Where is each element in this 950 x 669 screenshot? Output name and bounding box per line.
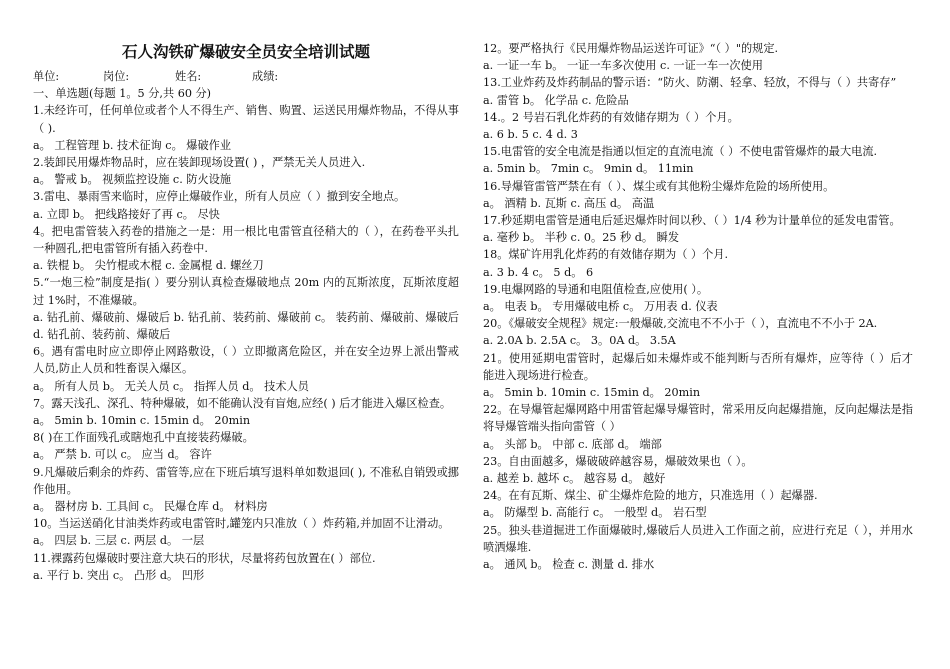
question-line: a. 6 b. 5 c. 4 d. 3: [483, 128, 578, 142]
unit-label: 单位:: [33, 70, 60, 83]
question-line: a. 钻孔前、爆破前、爆破后 b. 钻孔前、装药前、爆破前 c。 装药前、爆破前、爆破后 d. 钻孔前、装药前、爆破后: [33, 310, 459, 342]
question-line: a。 5min b. 10min c. 15min d。 20min: [33, 414, 251, 428]
question-line: 11.裸露药包爆破时要注意大块石的形状，尽量将药包放置在( ）部位.: [33, 551, 376, 565]
question-line: a. 3 b. 4 c。 5 d。 6: [483, 265, 594, 279]
question-line: 10。当运送硝化甘油类炸药或电雷管时,罐笼内只准放（ ）炸药箱,并加固不让滑动。: [33, 517, 450, 531]
exam-title: 石人沟铁矿爆破安全员安全培训试题: [121, 43, 370, 61]
question-line: a。 酒精 b. 瓦斯 c. 高压 d。 高温: [483, 196, 655, 210]
question-line: a. 立即 b。 把线路接好了再 c。 尽快: [33, 207, 220, 221]
question-line: 14.。2 号岩石乳化炸药的有效储存期为（ ）个月。: [483, 110, 739, 124]
question-line: a. 平行 b. 突出 c。 凸形 d。 凹形: [33, 568, 205, 582]
question-line: a. 铁棍 b。 尖竹棍或木棍 c. 金属棍 d. 螺丝刀: [33, 259, 264, 273]
question-line: a. 毫秒 b。 半秒 c. 0。25 秒 d。 瞬发: [483, 231, 680, 245]
question-line: 9.凡爆破后剩余的炸药、雷管等,应在下班后填写退料单如数退回( ), 不准私自销毁或挪作他用。: [33, 465, 459, 496]
question-line: a。 所有人员 b。 无关人员 c。 指挥人员 d。 技术人员: [33, 379, 309, 393]
question-line: 23。自由面越多，爆破破碎越容易，爆破效果也（ ）。: [483, 454, 753, 468]
question-line: a。 警戒 b。 视频监控设施 c. 防火设施: [33, 173, 232, 187]
question-line: a. 5min b。 7min c。 9min d。 11min: [483, 162, 694, 176]
left-column: [33, 38, 459, 584]
question-line: 1.未经许可，任何单位或者个人不得生产、销售、购置、运送民用爆炸物品，不得从事（ ).: [33, 104, 459, 135]
question-line: 3.雷电、暴雨雪来临时，应停止爆破作业，所有人员应（ ）撤到安全地点。: [33, 190, 406, 204]
question-line: 19.电爆网路的导通和电阻值检查,应使用( ）。: [483, 282, 709, 296]
question-line: a。 5min b. 10min c. 15min d。 20min: [483, 386, 701, 400]
question-line: a。 器材房 b. 工具间 c。 民爆仓库 d。 材料房: [33, 500, 268, 514]
question-line: a。 四层 b. 三层 c. 两层 d。 一层: [33, 534, 205, 548]
left-questions: [33, 102, 459, 584]
question-line: 6。遇有雷电时应立即停止网路敷设，（ ）立即撤离危险区，并在安全边界上派出警戒人员,防止人员和牲畜误入爆区。: [33, 345, 459, 376]
question-line: a. 2.0A b. 2.5A c。 3。0A d。 3.5A: [483, 334, 676, 348]
question-line: a. 雷管 b。 化学品 c. 危险品: [483, 93, 629, 107]
question-line: a。 防爆型 b. 高能行 c。 一般型 d。 岩石型: [483, 506, 707, 520]
question-line: a。 工程管理 b. 技术征询 c。 爆破作业: [33, 138, 232, 152]
right-questions: [483, 40, 913, 573]
question-line: 2.装卸民用爆炸物品时，应在装卸现场设置( ) ，严禁无关人员进入.: [33, 156, 366, 170]
question-line: a。 严禁 b. 可以 c。 应当 d。 容许: [33, 448, 212, 462]
right-column: [483, 40, 913, 573]
post-label: 岗位:: [103, 70, 130, 83]
score-label: 成绩:: [252, 70, 279, 83]
question-line: 8( )在工作面残孔或瞎炮孔中直接装药爆破。: [33, 431, 254, 445]
question-line: 12。要严格执行《民用爆炸物品运送许可证》“（ ）"的规定.: [483, 42, 779, 55]
question-line: 16.导爆管雷管严禁在有（ ）、煤尘或有其他粉尘爆炸危险的场所使用。: [483, 179, 835, 193]
question-line: 22。在导爆管起爆网路中用雷管起爆导爆管时，常采用反向起爆措施，反向起爆法是指将导爆管端头指向雷管（ ）: [483, 403, 913, 434]
question-line: 24。在有瓦斯、煤尘、矿尘爆炸危险的地方，只准选用（ ）起爆器.: [483, 489, 818, 503]
question-line: a. 一证一车 b。 一证一车多次使用 c. 一证一车一次使用: [483, 59, 763, 73]
question-line: a。 通风 b。 检查 c. 测量 d. 排水: [483, 558, 655, 572]
info-row: [33, 68, 459, 85]
question-line: 17.秒延期电雷管是通电后延迟爆炸时间以秒、（ ）1/4 秒为计量单位的延发电雷管。: [483, 214, 901, 228]
name-label: 姓名:: [175, 70, 202, 83]
question-line: 25。独头巷道掘进工作面爆破时,爆破后人员进入工作面之前，应进行充足（ ），并用水喷洒爆堆.: [483, 523, 913, 554]
section-heading: 一、单选题(每题 1。5 分,共 60 分): [33, 87, 212, 101]
question-line: a. 越差 b. 越坏 c。 越容易 d。 越好: [483, 472, 666, 486]
question-line: 20。《爆破安全规程》规定:一般爆破,交流电不不小于（ ），直流电不不小于 2A.: [483, 317, 878, 331]
question-line: 15.电雷管的安全电流是指通以恒定的直流电流（ ）不使电雷管爆炸的最大电流.: [483, 145, 878, 159]
question-line: 4。把电雷管装入药卷的措施之一是：用一根比电雷管直径稍大的（ ），在药卷平头扎一种圆孔,把电雷管所有插入药卷中.: [33, 224, 459, 256]
question-line: 18。煤矿许用乳化炸药的有效储存期为（ ）个月.: [483, 248, 729, 262]
question-line: 5.“一炮三检”制度是指( ）要分别认真检查爆破地点 20m 内的瓦斯浓度，瓦斯浓度超过 1%时，不准爆破。: [33, 276, 459, 307]
question-line: a。 头部 b。 中部 c. 底部 d。 端部: [483, 437, 662, 451]
question-line: 21。使用延期电雷管时，起爆后如未爆炸或不能判断与否所有爆炸，应等待（ ）后才能进入现场进行检查。: [483, 351, 913, 382]
question-line: 13.工业炸药及炸药制品的警示语：“防火、防潮、轻拿、轻放，不得与（ ）共寄存”: [483, 76, 897, 90]
question-line: 7。露天浅孔、深孔、特种爆破，如不能确认没有盲炮,应经( ) 后才能进入爆区检查。: [33, 396, 452, 410]
question-line: a。 电表 b。 专用爆破电桥 c。 万用表 d. 仪表: [483, 300, 718, 314]
